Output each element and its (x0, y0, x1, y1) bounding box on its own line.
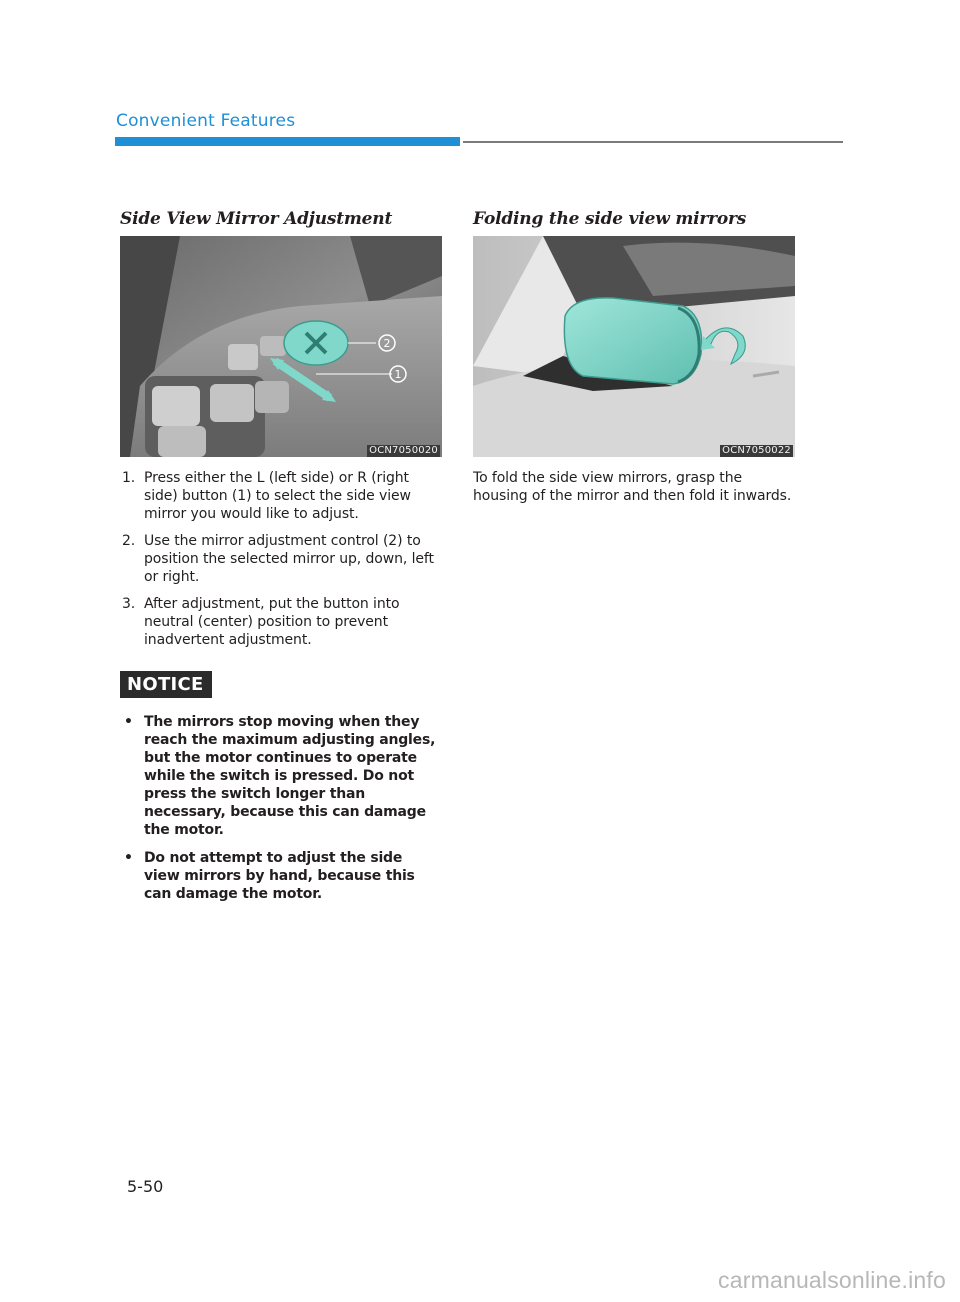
folding-mirrors-heading: Folding the side view mirrors (473, 209, 747, 229)
notice-label: NOTICE (120, 671, 212, 698)
header-rule (463, 141, 843, 143)
mirror-switch-illustration (120, 236, 442, 457)
step-item: 2. Use the mirror adjustment control (2) to position the selected mirror up, down, left or right. (122, 533, 434, 585)
notice-item: • Do not attempt to adjust the side view mirrors by hand, because this can damage the motor. (124, 850, 415, 902)
figure-code: OCN7050022 (722, 445, 791, 456)
left-column (120, 206, 442, 913)
step-item: 3. After adjustment, put the button into neutral (center) position to prevent inadvertent adjustment. (122, 596, 400, 648)
adjustment-steps (120, 469, 442, 649)
figure-code: OCN7050020 (369, 445, 438, 456)
callout-2: 2 (383, 337, 391, 350)
section-title: Convenient Features (116, 111, 296, 131)
watermark: carmanualsonline.info (718, 1267, 946, 1293)
mirror-switch-figure (120, 236, 442, 457)
notice-list (120, 713, 442, 903)
page-number: 5-50 (127, 1177, 164, 1196)
right-column (473, 206, 795, 505)
mirror-fold-figure (473, 236, 795, 457)
step-item: 1. Press either the L (left side) or R (right side) button (1) to select the side view mirror you would like to adjust. (122, 470, 411, 522)
mirror-fold-illustration (473, 236, 795, 457)
folding-paragraph: To fold the side view mirrors, grasp the housing of the mirror and then fold it inwards. (473, 470, 792, 504)
notice-item: • The mirrors stop moving when they reach the maximum adjusting angles, but the motor continues to operate while the switch is pressed. Do not press the switch longer than necessary, because this can damage the motor. (124, 714, 436, 838)
mirror-adjustment-heading: Side View Mirror Adjustment (120, 209, 393, 229)
callout-1: 1 (394, 368, 402, 381)
header-rule-accent (115, 137, 460, 146)
